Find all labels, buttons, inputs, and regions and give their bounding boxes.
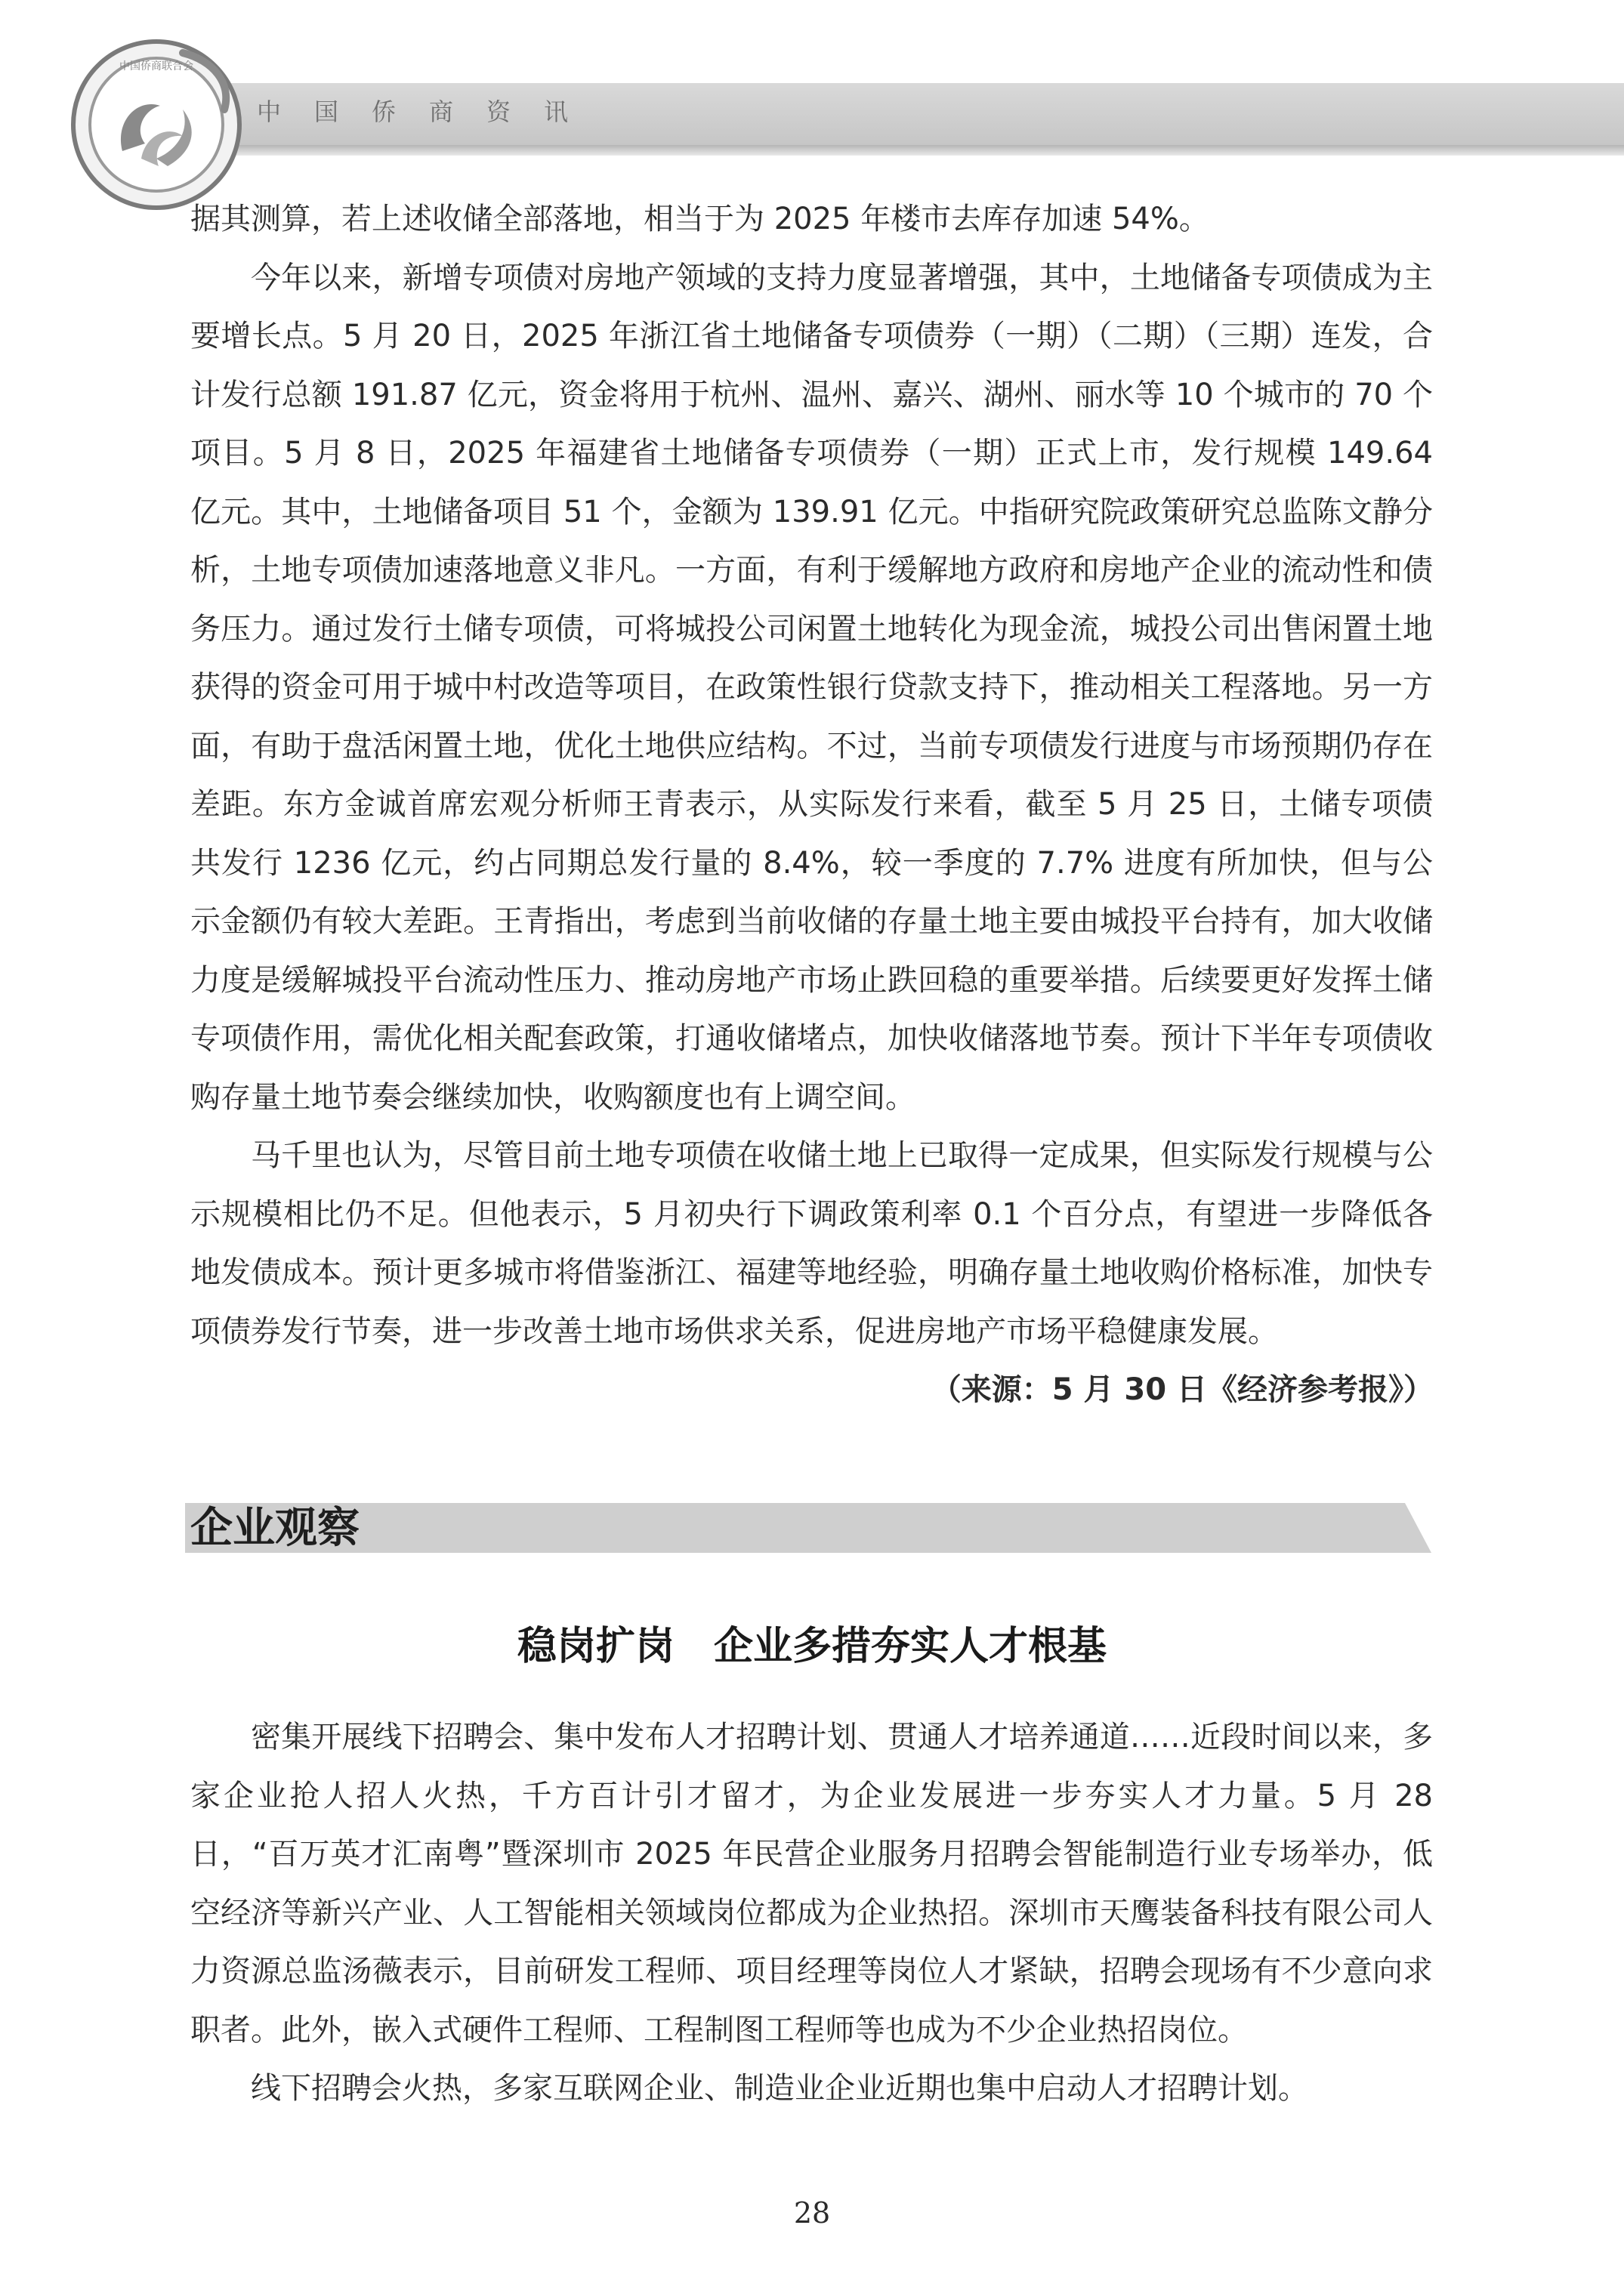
article2-paragraph-2: 线下招聘会火热，多家互联网企业、制造业企业近期也集中启动人才招聘计划。 [251,2071,1308,2106]
article2-paragraph-1: 密集开展线下招聘会、集中发布人才招聘计划、贯通人才培养通道……近段时间以来，多家企业抢人招人火热，千方百计引才留才，为企业发展进一步夯实人才力量。5 月 28 日，“百万英才汇南粤”暨深圳市 2025 年民营企业服务月招聘会智能制造行业专场举办，低空经济等新兴产业、人工智能相关领域岗位都成为企业热招。深圳市天鹰装备科技有限公司人力资源总监汤薇表示，目前研发工程师、项目经理等岗位人才紧缺，招聘会现场有不少意向求职者。此外，嵌入式硬件工程师、工程制图工程师等也成为不少企业热招岗位。 [190,1720,1433,2048]
section-band [185,1503,1431,1553]
article2-body [190,1708,1433,2119]
article1-body [190,190,1433,1361]
section-heading: 企业观察 [190,1503,360,1553]
article1-paragraph-1: 据其测算，若上述收储全部落地，相当于为 2025 年楼市去库存加速 54%。 [190,202,1209,236]
article2-title: 稳岗扩岗 企业多措夯实人才根基 [517,1624,1107,1669]
article1-paragraph-2: 今年以来，新增专项债对房地产领域的支持力度显著增强，其中，土地储备专项债成为主要增长点。5 月 20 日，2025 年浙江省土地储备专项债券（一期）（二期）（三期）连发，合计发行总额 191.87 亿元，资金将用于杭州、温州、嘉兴、湖州、丽水等 10 个城市的 70 个项目。5 月 8 日，2025 年福建省土地储备专项债券（一期）正式上市，发行规模 149.64 亿元。其中，土地储备项目 51 个，金额为 139.91 亿元。中指研究院政策研究总监陈文静分析，土地专项债加速落地意义非凡。一方面，有利于缓解地方政府和房地产企业的流动性和债务压力。通过发行土储专项债，可将城投公司闲置土地转化为现金流，城投公司出售闲置土地获得的资金可用于城中村改造等项目，在政策性银行贷款支持下，推动相关工程落地。另一方面，有助于盘活闲置土地，优化土地供应结构。不过，当前专项债发行进度与市场预期仍存在差距。东方金诚首席宏观分析师王青表示，从实际发行来看，截至 5 月 25 日，土储专项债共发行 1236 亿元，约占同期总发行量的 8.4%，较一季度的 7.7% 进度有所加快，但与公示金额仍有较大差距。王青指出，考虑到当前收储的存量土地主要由城投平台持有，加大收储力度是缓解城投平台流动性压力、推动房地产市场止跌回稳的重要举措。后续要更好发挥土储专项债作用，需优化相关配套政策，打通收储堵点，加快收储落地节奏。预计下半年专项债收购存量土地节奏会继续加快，收购额度也有上调空间。 [190,260,1433,1115]
publication-title: 中国侨商资讯 [257,97,602,126]
svg-text:中国侨商联合会: 中国侨商联合会 [119,60,193,73]
logo-icon [69,38,243,211]
article1-paragraph-3: 马千里也认为，尽管目前土地专项债在收储土地上已取得一定成果，但实际发行规模与公示规模相比仍不足。但他表示，5 月初央行下调政策利率 0.1 个百分点，有望进一步降低各地发债成本。预计更多城市将借鉴浙江、福建等地经验，明确存量土地收购价格标准，加快专项债券发行节奏，进一步改善土地市场供求关系，促进房地产市场平稳健康发展。 [190,1138,1433,1349]
article1-source: （来源：5 月 30 日《经济参考报》） [931,1372,1434,1407]
page-number: 28 [793,2196,831,2230]
